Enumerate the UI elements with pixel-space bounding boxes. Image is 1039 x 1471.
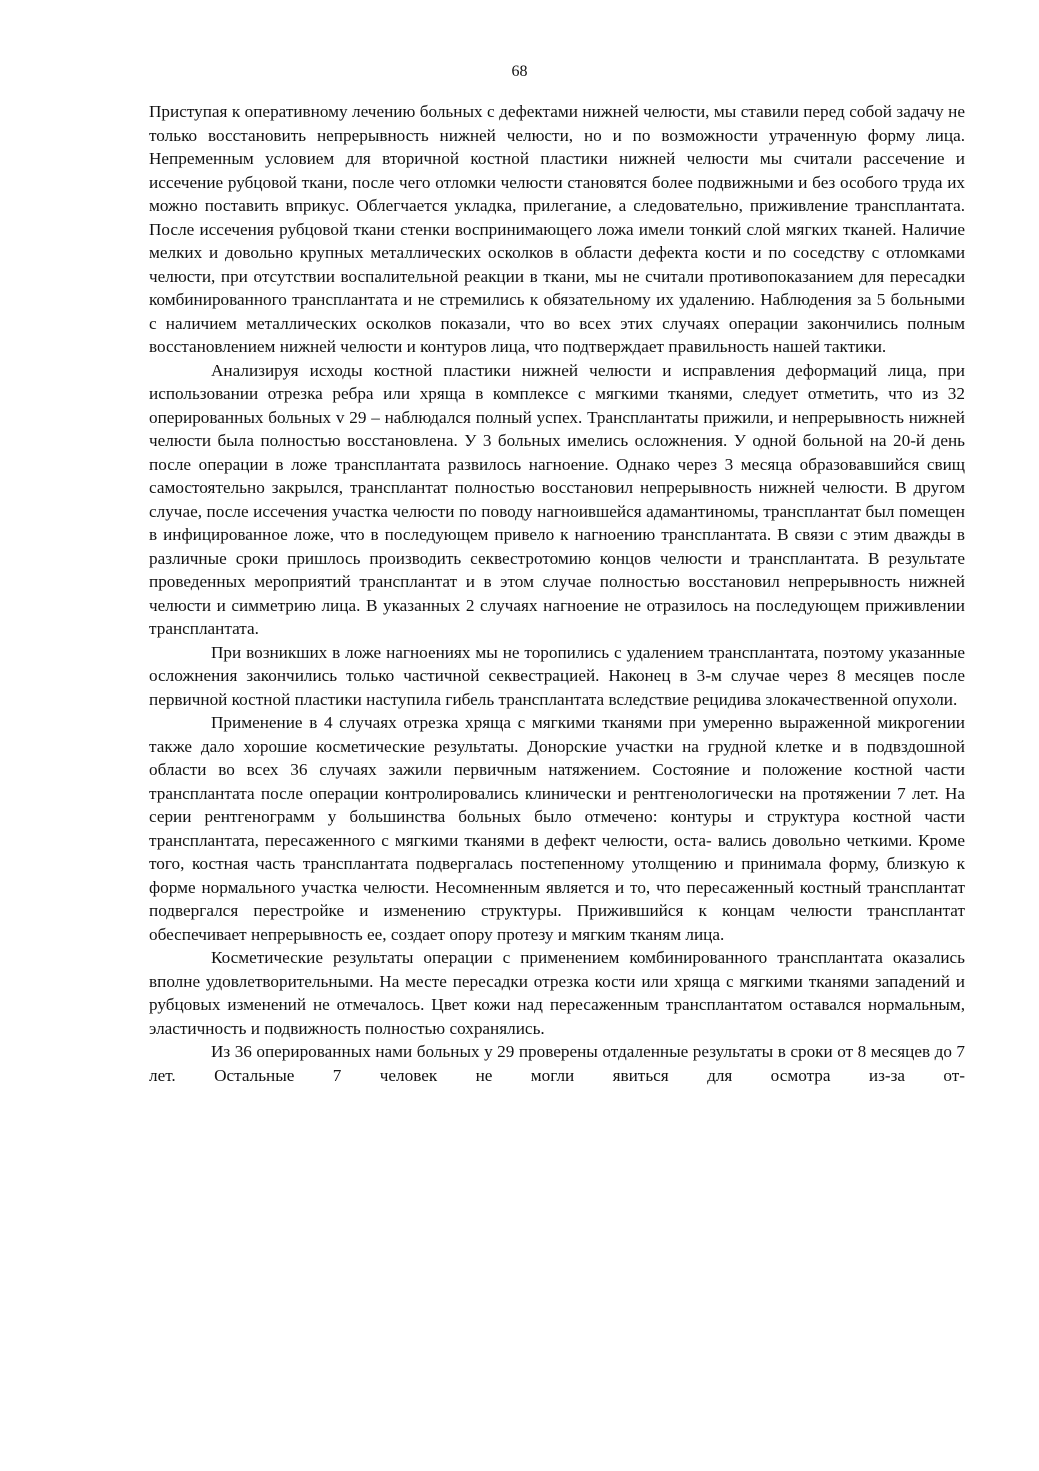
text-line: образовавшийся свищ самостоятельно закрылся, трансплантат полностью восстановил: [149, 454, 965, 497]
text-line: следует отметить, что из 32 оперированных больных v 29 – наблюдался полный успех.: [149, 384, 965, 427]
text-line: Трансплантаты прижили, и непрерывность нижней челюсти была полностью: [149, 407, 965, 450]
text-line: поэтому указанные осложнения закончились только частичной секвестрацией. Наконец в: [149, 642, 966, 685]
text-line: серии рентгенограмм у большинства больных было отмечено: контуры и структура: [149, 807, 840, 826]
text-line: постепенному утолщению и принимала форму, близкую к форме нормального участка: [149, 854, 965, 897]
text-line: восстановлена. У 3 больных имелись осложнения. У одной больной на 20-й день после: [149, 431, 965, 474]
text-line: Применение в 4 случаях отрезка хряща с мягкими тканями при умеренно: [211, 713, 773, 732]
paragraph: [149, 711, 965, 946]
text-line: Из 36 оперированных нами больных у 29 проверены отдаленные результаты в: [211, 1042, 786, 1061]
text-line: поводу нагноившейся адамантиномы, трансплантат был помещен в инфицированное: [149, 501, 965, 544]
paragraph: [149, 359, 965, 641]
text-line: трансплантата. В результате проведенных мероприятий трансплантат и в этом случае: [149, 548, 966, 591]
text-line: пластики нижней челюсти мы считали рассечение и иссечение рубцовой ткани, после чего: [149, 149, 966, 192]
text-line: возможности утраченную форму лица. Непременным условием для вторичной костной: [149, 125, 966, 168]
text-line: лица, при использовании отрезка ребра или хряща в комплексе с мягкими тканями,: [149, 360, 966, 403]
text-line: вприкус. Облегчается укладка, прилегание, а следовательно, приживление трансплантата.: [285, 196, 966, 215]
text-line: различные сроки пришлось производить секвестротомию концов челюсти и: [149, 548, 741, 568]
paragraph: [149, 100, 965, 359]
text-line: вались довольно четкими. Кроме того, костная часть трансплантата подвергалась: [149, 830, 965, 873]
text-line: трансплантата вследствие рецидива злокачественной опухоли.: [498, 689, 958, 709]
text-line: закончились полным восстановлением нижней челюсти и контуров лица, что: [149, 313, 966, 356]
text-line: перед собой задачу не только восстановить непрерывность нижней челюсти, но и по: [149, 102, 966, 145]
paragraph: [149, 946, 965, 1040]
text-line: операции контролировались клинически и рентгенологически на протяжении 7 лет. На: [309, 783, 965, 803]
text-line: операции в ложе трансплантата развилось нагноение. Однако через 3 месяца: [198, 454, 793, 474]
text-line: подтверждает правильность нашей тактики.: [562, 337, 887, 356]
page-number: 68: [511, 63, 528, 80]
text-line: над пересаженным трансплантатом оставался нормальным, эластичность и подвижность: [149, 995, 965, 1038]
text-line: 2 случаях нагноение не отразилось на последующем приживлении трансплантата.: [149, 595, 966, 638]
text-line: 3-м случае через 8 месяцев после первичной костной пластики наступила гибель: [149, 666, 965, 709]
text-line: трансплантата и не стремились к обязательному их удалению. Наблюдения за 5 больными: [292, 290, 966, 309]
text-line: выраженной микрогении также дало хорошие косметические результаты. Донорские: [149, 713, 965, 756]
text-line: непрерывность нижней челюсти. В другом случае, после иссечения участка челюсти по: [149, 478, 966, 521]
text-line: отломки челюсти становятся более подвижными и без особого труда их можно поставить: [149, 172, 965, 215]
paragraph: [149, 641, 965, 712]
text-line: Приступая к оперативному лечению больных с дефектами нижней челюсти, мы ставили: [149, 102, 799, 121]
text-line: полностью восстановил непрерывность нижней челюсти и симметрию лица. В указанных: [149, 572, 965, 615]
text-line: ложе, что в последующем привело к нагноению трансплантата. В связи с этим дважды в: [293, 525, 966, 544]
text-line: первичным натяжением. Состояние и положение костной части трансплантата после: [149, 760, 965, 803]
text-line: трансплантата оказались вполне удовлетворительными. На месте пересадки отрезка кости: [149, 948, 965, 991]
text-line: дефекта кости и по соседству с отломками челюсти, при отсутствии воспалительной: [149, 243, 966, 286]
text-line: Косметические результаты операции с применением комбинированного: [211, 948, 768, 967]
text-line: участки на грудной клетке и в подвздошной области во всех 36 случаях зажили: [149, 736, 966, 779]
text-line: трансплантат обеспечивает непрерывность ее, создает опору протезу и мягким тканям: [149, 901, 966, 944]
text-line: челюсти. Несомненным является и то, что пересаженный костный трансплантат: [363, 877, 965, 897]
text-line: мягких тканей. Наличие мелких и довольно крупных металлических осколков в области: [149, 219, 966, 262]
paragraph: [149, 1040, 965, 1087]
text-line: с наличием металлических осколков показали, что во всех этих случаях операции: [149, 313, 799, 333]
text-line: После иссечения рубцовой ткани стенки воспринимающего ложа имели тонкий слой: [149, 219, 781, 239]
text-line: При возникших в ложе нагноениях мы не торопились с удалением трансплантата,: [211, 642, 819, 662]
text-line: полностью сохранялись.: [364, 1018, 545, 1038]
text-line: подвергался перестройке и изменению структуры. Прижившийся к концам челюсти: [149, 901, 853, 920]
text-line: Анализируя исходы костной пластики нижней челюсти и исправления деформаций: [211, 360, 877, 380]
text-line: реакции в ткани, мы не считали противопоказанием для пересадки комбинированного: [149, 266, 966, 309]
text-line: или хряща с мягкими тканями западений и рубцовых изменений не отмечалось. Цвет кожи: [149, 971, 965, 1014]
text-line: лица.: [685, 924, 725, 944]
document-body: [149, 100, 965, 1087]
text-line: костной части трансплантата, пересаженного с мягкими тканями в дефект челюсти, оста-: [149, 807, 966, 850]
text-line: сроки от 8 месяцев до 7 лет. Остальные 7 человек не могли явиться для осмотра из-за от-: [149, 1042, 965, 1085]
